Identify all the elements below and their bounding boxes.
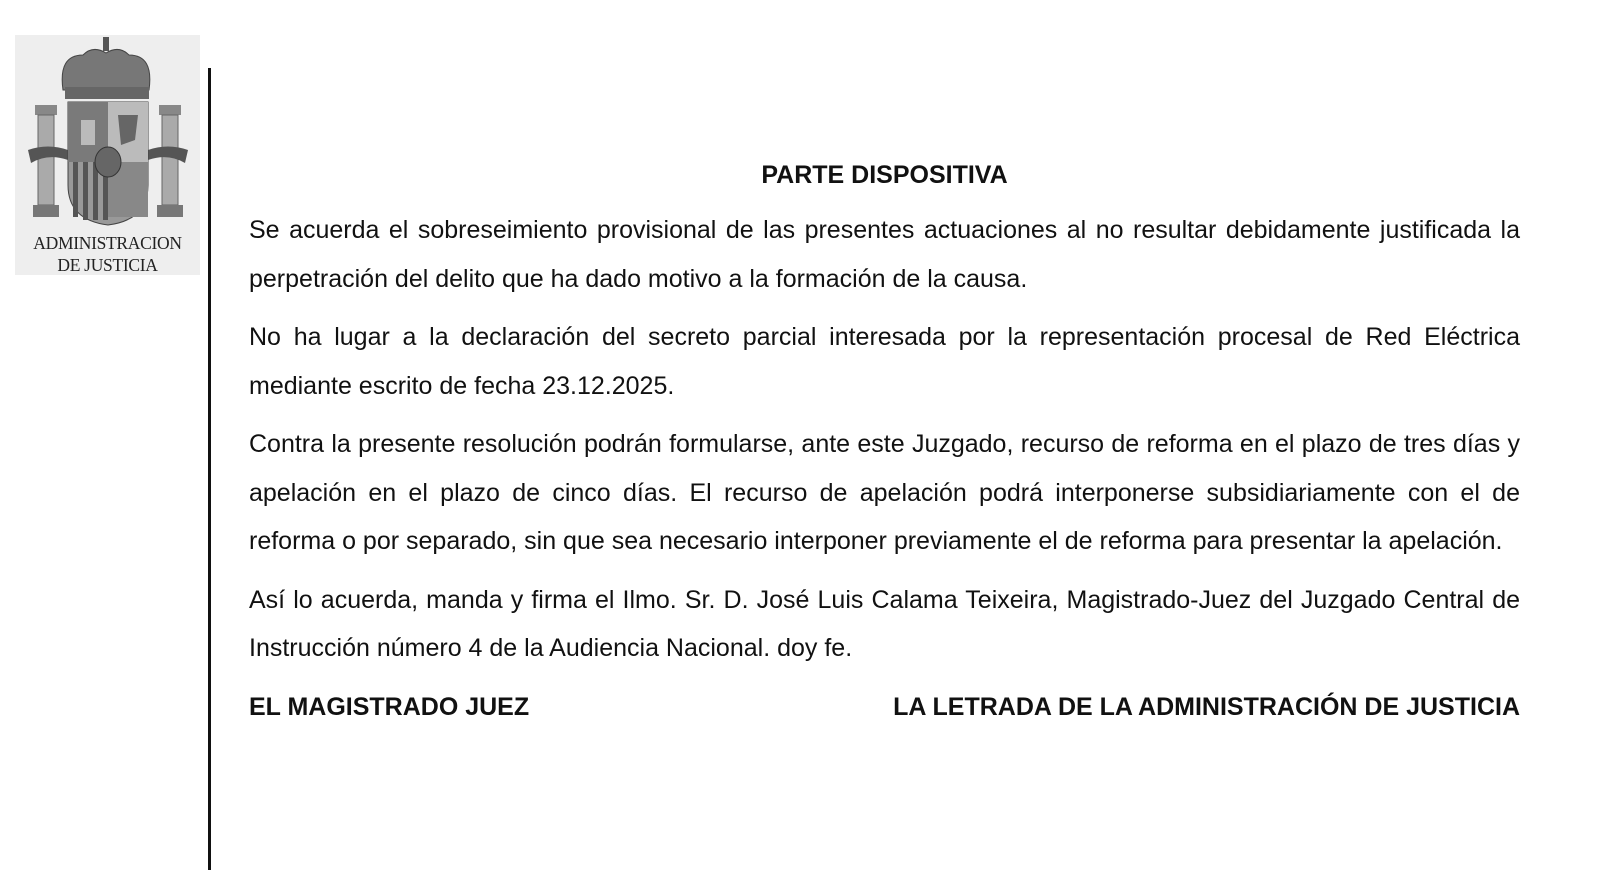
paragraph-signature-statement: Así lo acuerda, manda y firma el Ilmo. Sr. D. José Luis Calama Teixeira, Magistrado-Juez del Juzgado Central de Instrucción número 4 de la Audiencia Nacional. doy fe. [249, 585, 1520, 662]
signature-magistrate: EL MAGISTRADO JUEZ [249, 692, 530, 721]
paragraph-secrecy: No ha lugar a la declaración del secreto parcial interesada por la representación procesal de Red Eléctrica mediante escrito de fecha 23.12.2025. [249, 323, 1520, 400]
coat-of-arms-icon [23, 35, 193, 230]
coat-of-arms-logo [15, 35, 200, 275]
signature-block [249, 683, 1520, 732]
document-body [249, 158, 1520, 731]
margin-rule [208, 68, 211, 870]
paragraph-appeals: Contra la presente resolución podrán formularse, ante este Juzgado, recurso de reforma en el plazo de tres días y apelación en el plazo de cinco días. El recurso de apelación podrá interponerse subsidiariamente con el de reforma o por separado, sin que sea necesario interponer previamente el de reforma para presentar la apelación. [249, 430, 1520, 555]
signature-clerk: LA LETRADA DE LA ADMINISTRACIÓN DE JUSTICIA [893, 692, 1520, 721]
logo-text-line1: ADMINISTRACION [33, 233, 182, 253]
section-title: PARTE DISPOSITIVA [761, 161, 1008, 189]
paragraph-dismissal: Se acuerda el sobreseimiento provisional de las presentes actuaciones al no resultar debidamente justificada la perpetración del delito que ha dado motivo a la formación de la causa. [249, 216, 1520, 293]
logo-text-line2: DE JUSTICIA [57, 255, 158, 275]
